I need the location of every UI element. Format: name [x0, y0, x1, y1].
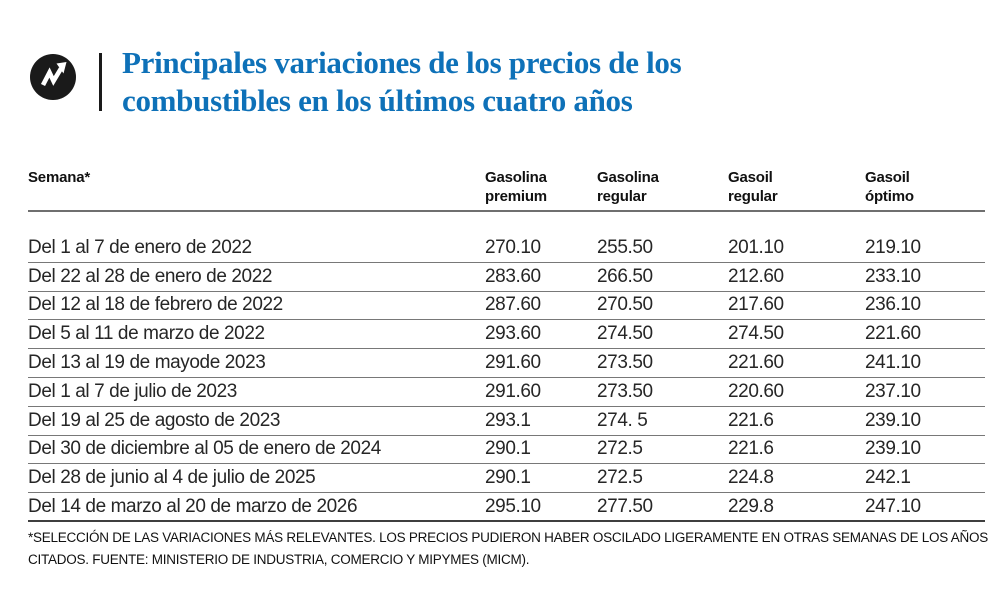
table-row: [28, 464, 985, 493]
week-cell: Del 1 al 7 de julio de 2023: [28, 380, 237, 402]
table-row: [28, 320, 985, 349]
gasolina-regular-cell: 255.50: [597, 236, 653, 258]
table-row: [28, 407, 985, 436]
gasoil-regular-cell: 274.50: [728, 323, 784, 345]
week-cell: Del 1 al 7 de enero de 2022: [28, 236, 252, 258]
gasoil-regular-cell: 229.8: [728, 495, 774, 517]
gasolina-premium-cell: 295.10: [485, 495, 541, 517]
fuel-price-table: [28, 168, 985, 522]
title-line-1: Principales variaciones de los precios de los: [122, 45, 682, 80]
week-cell: Del 19 al 25 de agosto de 2023: [28, 409, 281, 431]
footnote-line-1: *SELECCIÓN DE LAS VARIACIONES MÁS RELEVANTES. LOS PRECIOS PUDIERON HABER OSCILADO LIGERAMENTE EN OTRAS SEMANAS DE LOS AÑOS: [28, 530, 988, 545]
trending-up-arrow-icon: [30, 54, 76, 100]
gasolina-regular-cell: 277.50: [597, 495, 653, 517]
table-row: [28, 378, 985, 407]
table-row: [28, 263, 985, 292]
table-row: [28, 493, 985, 522]
week-cell: Del 13 al 19 de mayode 2023: [28, 352, 266, 374]
gasolina-premium-cell: 291.60: [485, 352, 541, 374]
gasolina-regular-cell: 273.50: [597, 380, 653, 402]
brand-logo: [30, 54, 76, 100]
gasolina-regular-cell: 273.50: [597, 352, 653, 374]
gasoil-regular-cell: 221.6: [728, 409, 774, 431]
gasolina-regular-cell: 272.5: [597, 467, 643, 489]
footnote-line-2: CITADOS. FUENTE: MINISTERIO DE INDUSTRIA, COMERCIO Y MIPYMES (MICM).: [28, 551, 530, 567]
week-cell: Del 30 de diciembre al 05 de enero de 2024: [28, 438, 381, 460]
title-line-2: combustibles en los últimos cuatro años: [122, 83, 633, 118]
gasoil-optimo-cell: 239.10: [865, 438, 921, 460]
gasoil-optimo-cell: 242.1: [865, 467, 911, 489]
week-cell: Del 12 al 18 de febrero de 2022: [28, 294, 283, 316]
page-title: [122, 44, 681, 120]
header-divider: [99, 53, 102, 111]
gasoil-regular-cell: 220.60: [728, 380, 784, 402]
week-cell: Del 14 de marzo al 20 de marzo de 2026: [28, 495, 358, 517]
gasolina-premium-cell: 291.60: [485, 380, 541, 402]
column-header-gasoil-regular: Gasoil regular: [728, 169, 778, 205]
source-footnote: [28, 527, 988, 570]
gasoil-regular-cell: 221.6: [728, 438, 774, 460]
gasolina-premium-cell: 270.10: [485, 236, 541, 258]
gasoil-optimo-cell: 219.10: [865, 236, 921, 258]
table-row: [28, 234, 985, 263]
table-header-gap: [28, 212, 985, 234]
gasoil-regular-cell: 217.60: [728, 294, 784, 316]
week-cell: Del 28 de junio al 4 de julio de 2025: [28, 467, 316, 489]
gasoil-regular-cell: 224.8: [728, 467, 774, 489]
column-header-gasoil-optimo: Gasoil óptimo: [865, 169, 914, 205]
table-body: [28, 234, 985, 522]
table-row: [28, 292, 985, 321]
gasolina-regular-cell: 272.5: [597, 438, 643, 460]
gasoil-regular-cell: 212.60: [728, 265, 784, 287]
week-cell: Del 5 al 11 de marzo de 2022: [28, 323, 265, 345]
gasolina-premium-cell: 293.60: [485, 323, 541, 345]
column-header-semana: Semana*: [28, 169, 90, 186]
column-header-gasolina-regular: Gasolina regular: [597, 169, 659, 205]
gasoil-optimo-cell: 237.10: [865, 380, 921, 402]
gasolina-premium-cell: 290.1: [485, 438, 531, 460]
table-row: [28, 349, 985, 378]
gasoil-optimo-cell: 247.10: [865, 495, 921, 517]
gasoil-optimo-cell: 236.10: [865, 294, 921, 316]
week-cell: Del 22 al 28 de enero de 2022: [28, 265, 273, 287]
gasoil-optimo-cell: 221.60: [865, 323, 921, 345]
gasolina-regular-cell: 270.50: [597, 294, 653, 316]
table-header-row: [28, 168, 985, 212]
gasolina-premium-cell: 290.1: [485, 467, 531, 489]
gasoil-optimo-cell: 233.10: [865, 265, 921, 287]
gasoil-optimo-cell: 241.10: [865, 352, 921, 374]
gasolina-regular-cell: 266.50: [597, 265, 653, 287]
gasolina-regular-cell: 274. 5: [597, 409, 648, 431]
column-header-gasolina-premium: Gasolina premium: [485, 169, 547, 205]
gasoil-optimo-cell: 239.10: [865, 409, 921, 431]
gasolina-premium-cell: 287.60: [485, 294, 541, 316]
gasoil-regular-cell: 221.60: [728, 352, 784, 374]
gasoil-regular-cell: 201.10: [728, 236, 784, 258]
table-row: [28, 436, 985, 465]
gasolina-premium-cell: 293.1: [485, 409, 531, 431]
gasolina-regular-cell: 274.50: [597, 323, 653, 345]
gasolina-premium-cell: 283.60: [485, 265, 541, 287]
